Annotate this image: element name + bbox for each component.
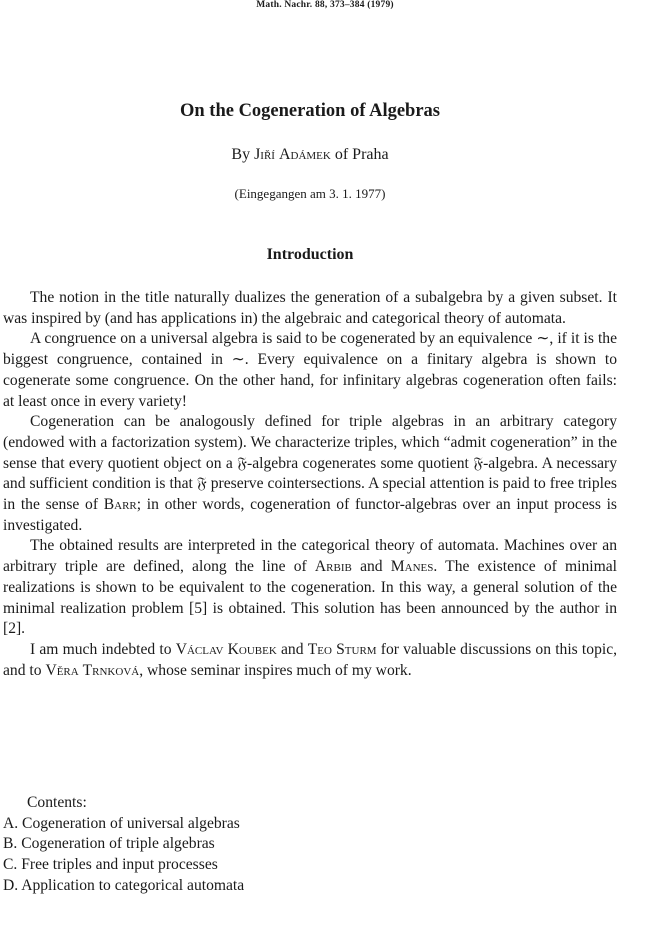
paragraph-5 bbox=[3, 640, 617, 681]
author-last-name: Adámek bbox=[278, 146, 331, 163]
introduction-body bbox=[3, 288, 617, 681]
journal-reference: Math. Nachr. 88, 373–384 (1979) bbox=[256, 0, 394, 10]
paragraph-2: A congruence on a universal algebra is said to be cogenerated by an equivalence ∼, if it is the biggest congruence, contained in ∼. Every equivalence on a finitary algebra is shown to cogenerate some congruence. On the other hand, for infinitary algebras cogeneration often fails: at least once in every variety! bbox=[3, 330, 617, 410]
name-vera: Věra bbox=[45, 661, 79, 679]
contents-list bbox=[3, 814, 603, 897]
received-date: (Eingegangen am 3. 1. 1977) bbox=[234, 186, 386, 201]
section-heading-introduction: Introduction bbox=[266, 246, 354, 263]
contents-item: B. Cogeneration of triple algebras bbox=[3, 835, 215, 853]
byline bbox=[0, 146, 620, 164]
paragraph-1: The notion in the title naturally dualizes the generation of a subalgebra by a given subset. It was inspired by (and has applications in) the algebraic and categorical theory of automata. bbox=[3, 289, 617, 327]
paragraph-5-text-c: , whose seminar inspires much of my work. bbox=[139, 661, 412, 679]
contents-item: A. Cogeneration of universal algebras bbox=[3, 814, 240, 832]
paragraph-4-text-b: . The existence of minimal realizations is shown to be equivalent to the cogeneration. In this way, a general solution of the minimal realization problem [5] is obtained. This solution has been announced by the author in [2]. bbox=[3, 558, 617, 638]
name-koubek: Koubek bbox=[227, 640, 277, 658]
name-barr: Barr bbox=[103, 496, 137, 514]
contents-item: C. Free triples and input processes bbox=[3, 856, 218, 874]
byline-prefix: By bbox=[231, 146, 251, 163]
name-teo: Teo bbox=[307, 640, 332, 658]
name-manes: Manes bbox=[390, 558, 434, 576]
paragraph-4-and: and bbox=[360, 558, 383, 576]
name-sturm: Sturm bbox=[336, 640, 377, 658]
table-of-contents bbox=[3, 793, 603, 897]
paragraph-3-text-a: Cogeneration can be analogously defined for triple algebras in an arbitrary category (endowed with a factorization system). We characterize triples, which “admit cogeneration” in the sense that every quotient object on a 𝔉-algebra cogenerates some quotient 𝔉-algebra. A necessary and sufficient condition is that 𝔉 preserve cointersections. A special attention is paid to free triples in the sense of bbox=[3, 413, 617, 514]
paragraph-5-text-a: I am much indebted to bbox=[30, 640, 172, 658]
paper-title: On the Cogeneration of Algebras bbox=[179, 101, 440, 121]
author-first-name: Jiří bbox=[254, 146, 275, 163]
paragraph-4 bbox=[3, 536, 617, 640]
name-vaclav: Václav bbox=[175, 640, 224, 658]
contents-heading: Contents: bbox=[27, 794, 87, 811]
paragraph-3-text-b: ; in other words, cogeneration of functor-algebras over an input process is investigated. bbox=[3, 496, 617, 534]
paragraph-4-text-a: The obtained results are interpreted in the categorical theory of automata. Machines over an arbitrary triple are defined, along the line of bbox=[3, 537, 617, 576]
paragraph-5-and: and bbox=[281, 640, 304, 658]
name-trnkova: Trnková bbox=[82, 661, 140, 679]
contents-item: D. Application to categorical automata bbox=[3, 876, 245, 894]
byline-suffix: of Praha bbox=[334, 146, 389, 163]
paragraph-5-text-b: for valuable discussions on this topic, and to bbox=[3, 640, 618, 679]
name-arbib: Arbib bbox=[314, 558, 352, 576]
paragraph-3 bbox=[3, 412, 617, 536]
